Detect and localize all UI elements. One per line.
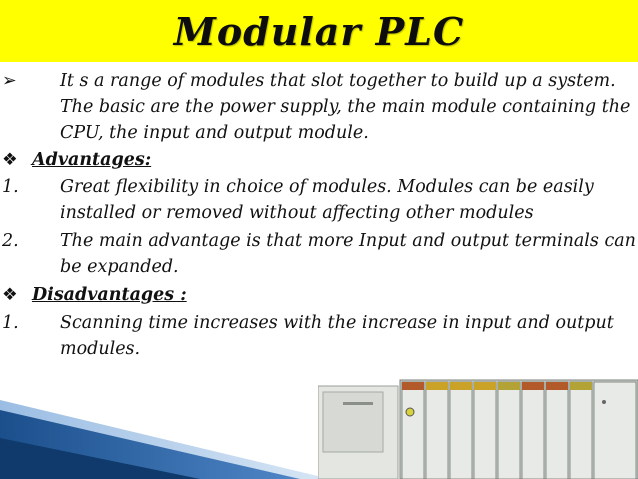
list-item-line: Scanning time increases with the increase in input and output	[60, 313, 614, 333]
advantages-heading: Advantages:	[32, 150, 152, 170]
list-item-line: The main advantage is that more Input and output terminals can	[60, 231, 636, 251]
diamond-bullet-icon: ❖	[2, 150, 18, 170]
list-item-line: installed or removed without affecting other modules	[60, 203, 534, 223]
list-item-line: modules.	[60, 339, 141, 359]
bullet-line: The basic are the power supply, the main module containing the	[60, 97, 631, 117]
plc-hardware-image	[318, 372, 638, 479]
list-item-line: Great flexibility in choice of modules. Modules can be easily	[60, 177, 594, 197]
title-bar	[0, 0, 638, 62]
list-number: 1.	[2, 313, 19, 333]
bullet-line: It s a range of modules that slot together to build up a system.	[60, 71, 616, 91]
decorative-blue-swoosh	[0, 388, 340, 479]
disadvantages-heading: Disadvantages :	[32, 285, 187, 305]
bullet-line: CPU, the input and output module.	[60, 123, 369, 143]
slide-title: Modular PLC	[173, 8, 465, 54]
list-number: 2.	[2, 231, 19, 251]
arrow-bullet-icon: ➢	[2, 71, 17, 91]
list-number: 1.	[2, 177, 19, 197]
list-item-line: be expanded.	[60, 257, 179, 277]
diamond-bullet-icon: ❖	[2, 285, 18, 305]
